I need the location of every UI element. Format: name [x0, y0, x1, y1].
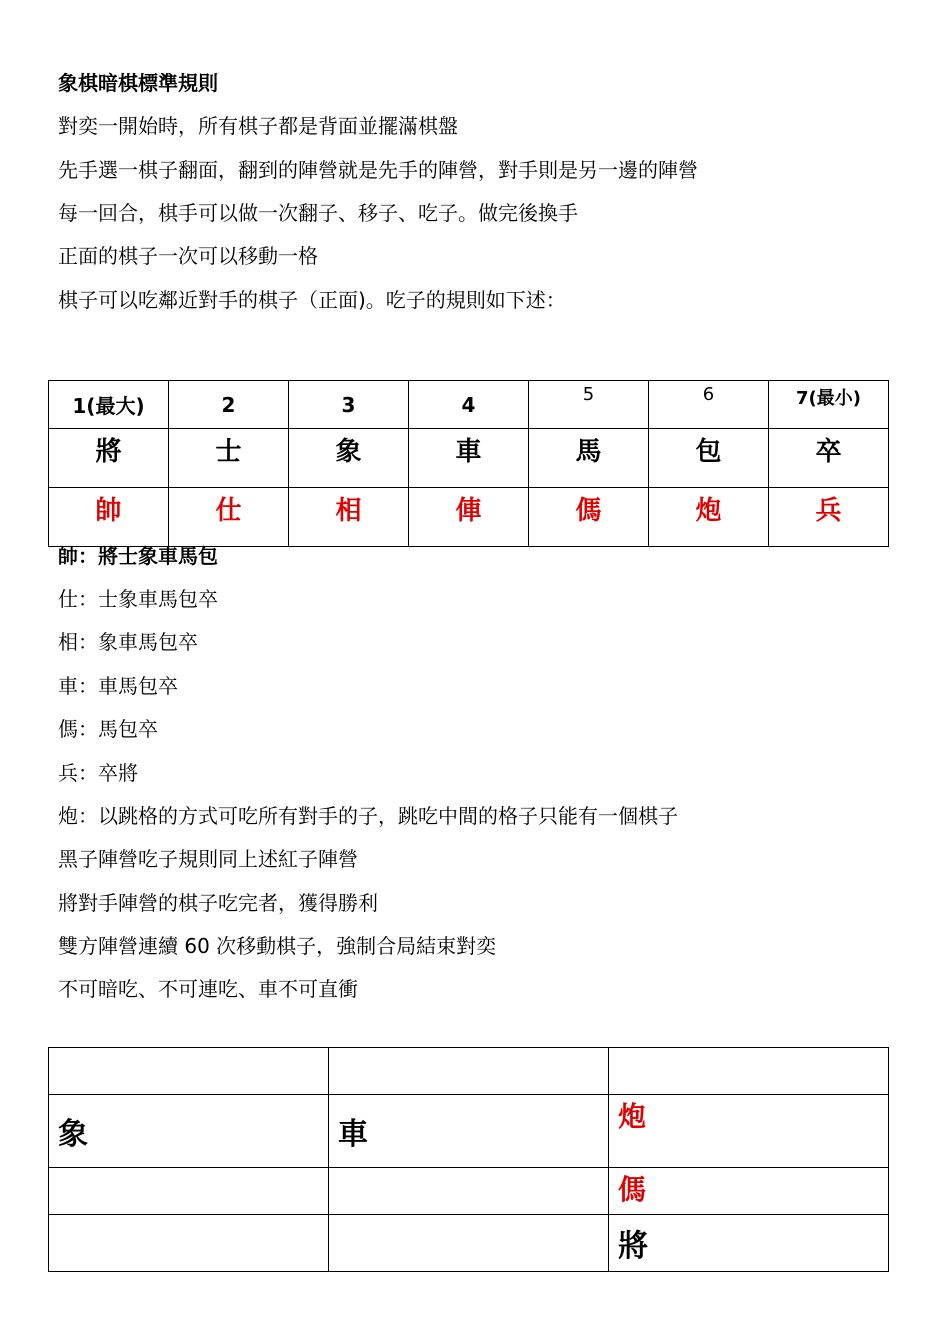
board-row-4 [49, 1215, 889, 1272]
rank-header-1: 1(最大) [49, 381, 169, 429]
red-piece: 帥 [49, 488, 169, 547]
example-board [48, 1047, 889, 1272]
black-piece: 象 [289, 429, 409, 488]
board-cell [609, 1048, 889, 1095]
rank-header-7: 7(最小) [769, 381, 889, 429]
rule-line-2: 仕：士象車馬包卒 [58, 587, 218, 611]
board-cell [49, 1048, 329, 1095]
board-piece-red-horse: 傌 [609, 1168, 889, 1215]
rule-line-4: 車：車馬包卒 [58, 674, 178, 698]
red-piece: 俥 [409, 488, 529, 547]
black-piece: 卒 [769, 429, 889, 488]
rule-line-11: 不可暗吃、不可連吃、車不可直衝 [58, 977, 358, 1001]
red-piece: 兵 [769, 488, 889, 547]
board-cell [329, 1048, 609, 1095]
intro-line-4: 正面的棋子一次可以移動一格 [58, 244, 318, 268]
red-pieces-row [49, 488, 889, 547]
red-piece: 炮 [649, 488, 769, 547]
rank-table [48, 380, 889, 547]
black-pieces-row [49, 429, 889, 488]
board-piece-elephant: 象 [49, 1095, 329, 1168]
red-piece: 相 [289, 488, 409, 547]
board-piece-red-cannon: 炮 [609, 1095, 889, 1168]
red-piece: 傌 [529, 488, 649, 547]
black-piece: 包 [649, 429, 769, 488]
rank-header-6: 6 [649, 381, 769, 429]
board-cell [329, 1215, 609, 1272]
intro-line-2: 先手選一棋子翻面，翻到的陣營就是先手的陣營，對手則是另一邊的陣營 [58, 158, 698, 182]
rule-line-9: 將對手陣營的棋子吃完者，獲得勝利 [58, 891, 378, 915]
page-title: 象棋暗棋標準規則 [58, 71, 218, 95]
rule-line-5: 傌：馬包卒 [58, 717, 158, 741]
board-row-3 [49, 1168, 889, 1215]
rule-line-6: 兵：卒將 [58, 761, 138, 785]
rank-header-4: 4 [409, 381, 529, 429]
rank-header-5: 5 [529, 381, 649, 429]
rank-header-2: 2 [169, 381, 289, 429]
board-row-1 [49, 1048, 889, 1095]
black-piece: 車 [409, 429, 529, 488]
black-piece: 將 [49, 429, 169, 488]
board-piece-chariot: 車 [329, 1095, 609, 1168]
intro-line-3: 每一回合，棋手可以做一次翻子、移子、吃子。做完後換手 [58, 201, 578, 225]
board-cell [49, 1168, 329, 1215]
red-piece: 仕 [169, 488, 289, 547]
rule-line-3: 相：象車馬包卒 [58, 630, 198, 654]
board-row-2 [49, 1095, 889, 1168]
rule-line-1: 帥：將士象車馬包 [58, 544, 218, 568]
rule-line-7: 炮：以跳格的方式可吃所有對手的子，跳吃中間的格子只能有一個棋子 [58, 804, 678, 828]
board-piece-general: 將 [609, 1215, 889, 1272]
intro-line-5: 棋子可以吃鄰近對手的棋子（正面)。吃子的規則如下述： [58, 288, 566, 312]
board-cell [49, 1215, 329, 1272]
black-piece: 士 [169, 429, 289, 488]
board-cell [329, 1168, 609, 1215]
rule-line-10: 雙方陣營連續 60 次移動棋子，強制合局結束對奕 [58, 934, 497, 958]
rank-header-3: 3 [289, 381, 409, 429]
rule-line-8: 黑子陣營吃子規則同上述紅子陣營 [58, 847, 358, 871]
black-piece: 馬 [529, 429, 649, 488]
intro-line-1: 對奕一開始時，所有棋子都是背面並擺滿棋盤 [58, 114, 458, 138]
rank-header-row [49, 381, 889, 429]
